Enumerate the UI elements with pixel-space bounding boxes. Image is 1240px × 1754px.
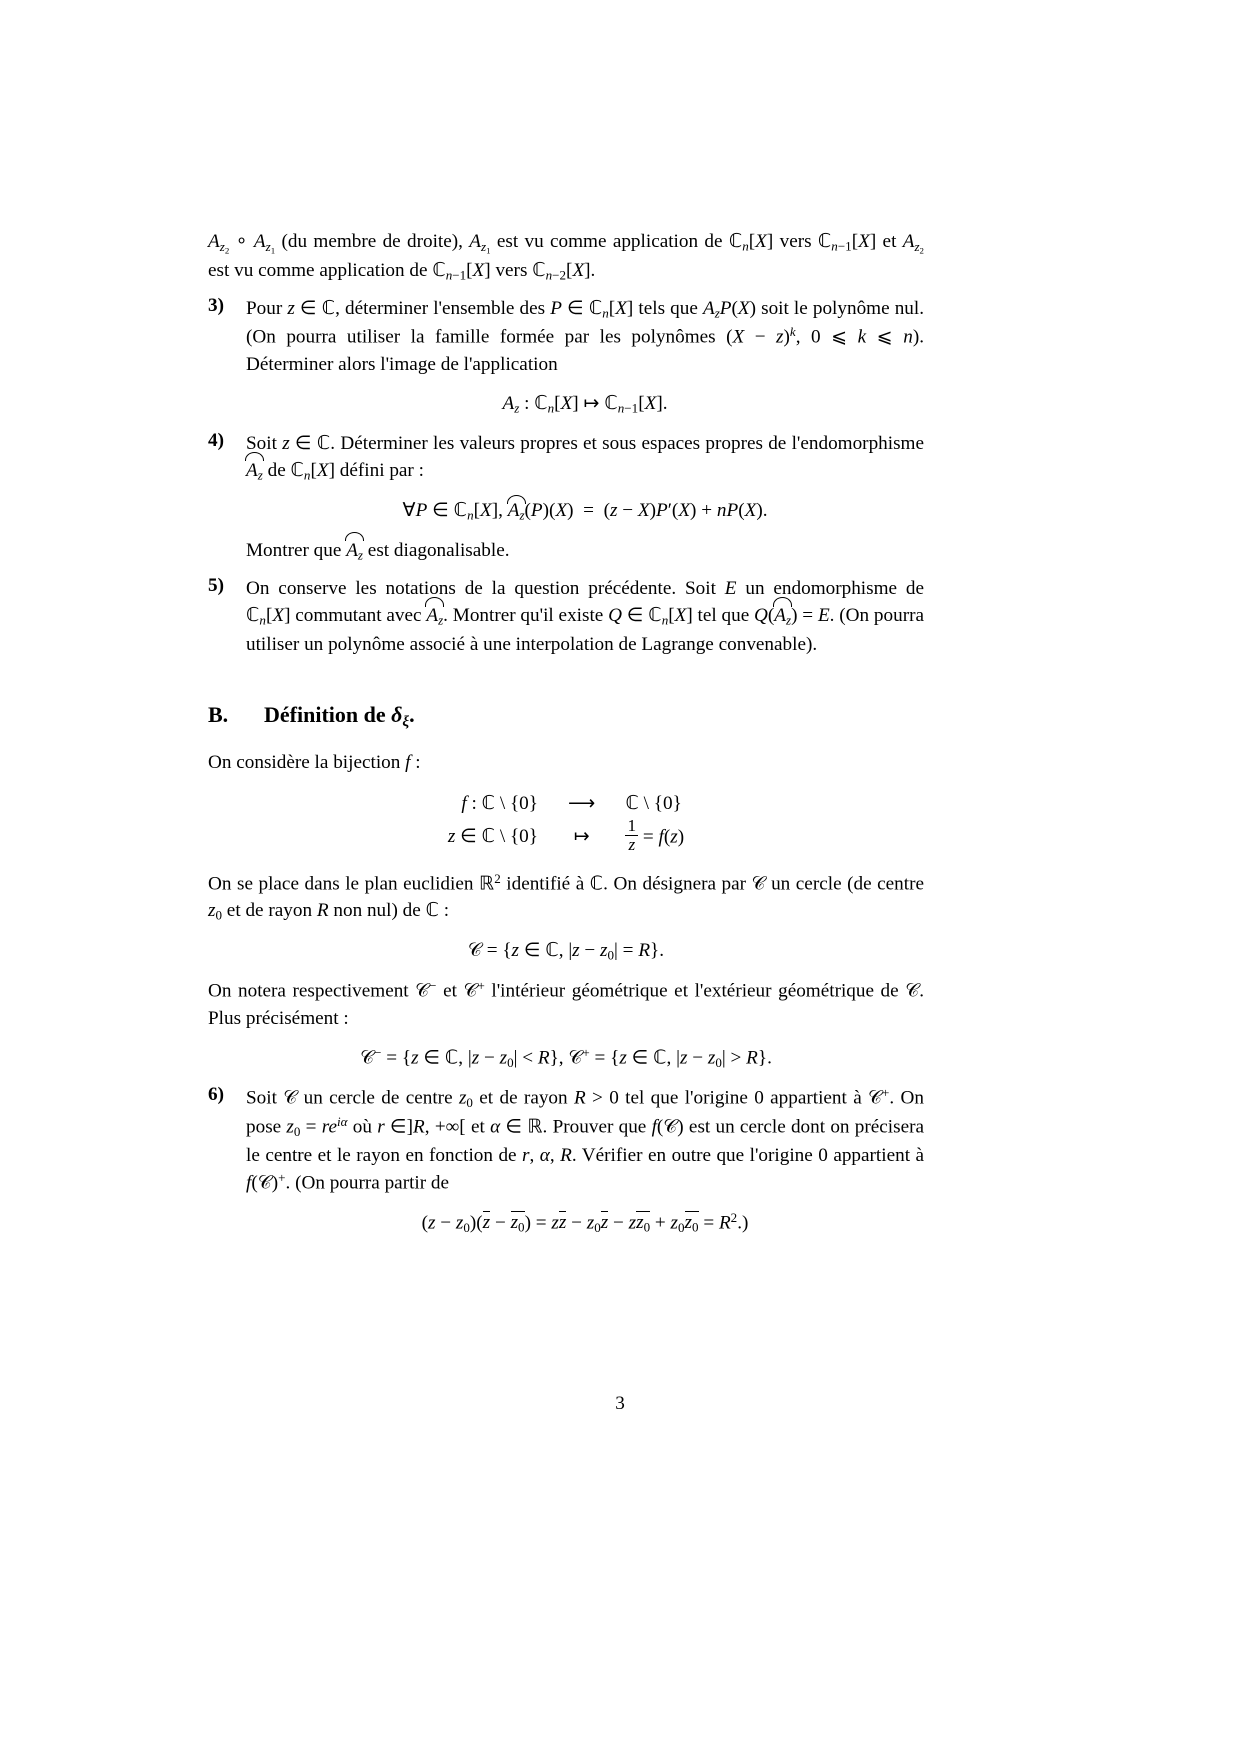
bijection-domain-2: z ∈ ℂ \ {0} xyxy=(447,825,538,847)
circle-equation: 𝒞 = {z ∈ ℂ, $|z - z_0| = R$}. xyxy=(467,940,665,964)
question-4-number: 4) xyxy=(208,429,224,451)
intro-paragraph: $A_{z_2}$ ∘ $A_{z_1}$ (du membre de droite), $A_{z_1}$ est vu comme application de ℂ$_n$[X] vers ℂ$_{n-1}$[X] et $A_{z_2}$ est vu comme application de ℂ$_{n-1}$[X] vers ℂ$_{n-2}$[X]. xyxy=(208,231,924,283)
section-b-paragraph-3: On notera respectivement 𝒞− et 𝒞+ l'intérieur géométrique et l'extérieur géométrique de 𝒞. Plus précisément : xyxy=(208,978,924,1029)
bijection-table xyxy=(440,790,692,855)
question-6-equation: $(z - z_0)(z - z_0)$ = zz − $z_0z - zz_0 + z_0z_0 = R^2$.) xyxy=(421,1209,749,1235)
question-4-text: Soit z ∈ ℂ. Déterminer les valeurs propres et sous espaces propres de l'endomorphisme $A_z$ de ℂ$_n$[X] défini par : xyxy=(246,432,924,483)
section-b-label: B. xyxy=(208,701,229,727)
bijection-codomain-1: ℂ \ {0} xyxy=(625,793,682,815)
section-b-paragraph-1: On considère la bijection f : xyxy=(208,751,421,773)
page-content xyxy=(208,228,924,1249)
question-3-equation: $A_z$ : ℂ$_n$[X] ↦ ℂ$_{n-1}$[X]. xyxy=(502,393,668,416)
bijection-codomain-2: $\frac{1}{z}$ = f(z) xyxy=(627,816,685,855)
bijection-row-1 xyxy=(440,790,692,816)
question-3-text: Pour z ∈ ℂ, déterminer l'ensemble des P ∈ ℂ$_n$[X] tels que $A_zP(X)$ soit le polynôme nul. (On pourra utiliser la famille formée par les polynômes $(X - z)^k$, 0 ⩽ k ⩽ n). Déterminer alors l'image de l'application xyxy=(246,297,925,375)
question-6-text: Soit 𝒞 un cercle de centre $z_0$ et de rayon R > 0 tel que l'origine 0 appartient à 𝒞+. On pose $z_0 = re^{i\alpha}$ où r ∈]R, +∞[ et α ∈ ℝ. Prouver que f(𝒞) est un cercle dont on précisera le centre et le rayon en fonction de r, α, R. Vérifier en outre que l'origine 0 appartient à f(𝒞)+. (On pourra partir de xyxy=(246,1085,925,1194)
question-4 xyxy=(208,430,924,565)
bijection-arrow-2: ↦ xyxy=(573,825,590,847)
question-6 xyxy=(208,1084,924,1236)
bijection-row-2 xyxy=(440,816,692,855)
page-number: 3 xyxy=(615,1393,625,1414)
section-b-title: Définition de $\delta_\xi$. xyxy=(264,701,415,730)
question-6-number: 6) xyxy=(208,1084,224,1106)
question-3 xyxy=(208,295,924,417)
question-5-text: On conserve les notations de la question précédente. Soit E un endomorphisme de ℂ$_n$[X] commutant avec $A_z$. Montrer qu'il existe Q ∈ ℂ$_n$[X] tel que Q( $A_z) = E$. (On pourra utiliser un polynôme associé à une interpolation de Lagrange convenable). xyxy=(246,578,924,655)
question-5 xyxy=(208,575,924,658)
bijection-arrow-1: ⟶ xyxy=(567,793,596,815)
section-b-paragraph-2: On se place dans le plan euclidien ℝ$^2$ identifié à ℂ. On désignera par 𝒞 un cercle (de centre $z_0$ et de rayon R non nul) de ℂ : xyxy=(208,870,925,923)
question-4-equation: ∀P ∈ ℂ$_n$[X], $A_z(P)(X) = (z - X)P'(X) + nP(X)$. xyxy=(246,498,924,524)
bijection-display xyxy=(208,790,924,855)
question-5-number: 5) xyxy=(208,575,224,597)
question-3-number: 3) xyxy=(208,294,224,316)
interior-exterior-equation: 𝒞− = {z ∈ ℂ, $|z - z_0| < R$}, 𝒞+ = {z ∈ ℂ, $|z - z_0| > R$}. xyxy=(360,1045,772,1071)
bijection-domain-1: f : ℂ \ {0} xyxy=(461,793,538,815)
section-b-heading xyxy=(208,702,924,731)
question-4-text-after: Montrer que $A_z$ est diagonalisable. xyxy=(246,537,924,565)
